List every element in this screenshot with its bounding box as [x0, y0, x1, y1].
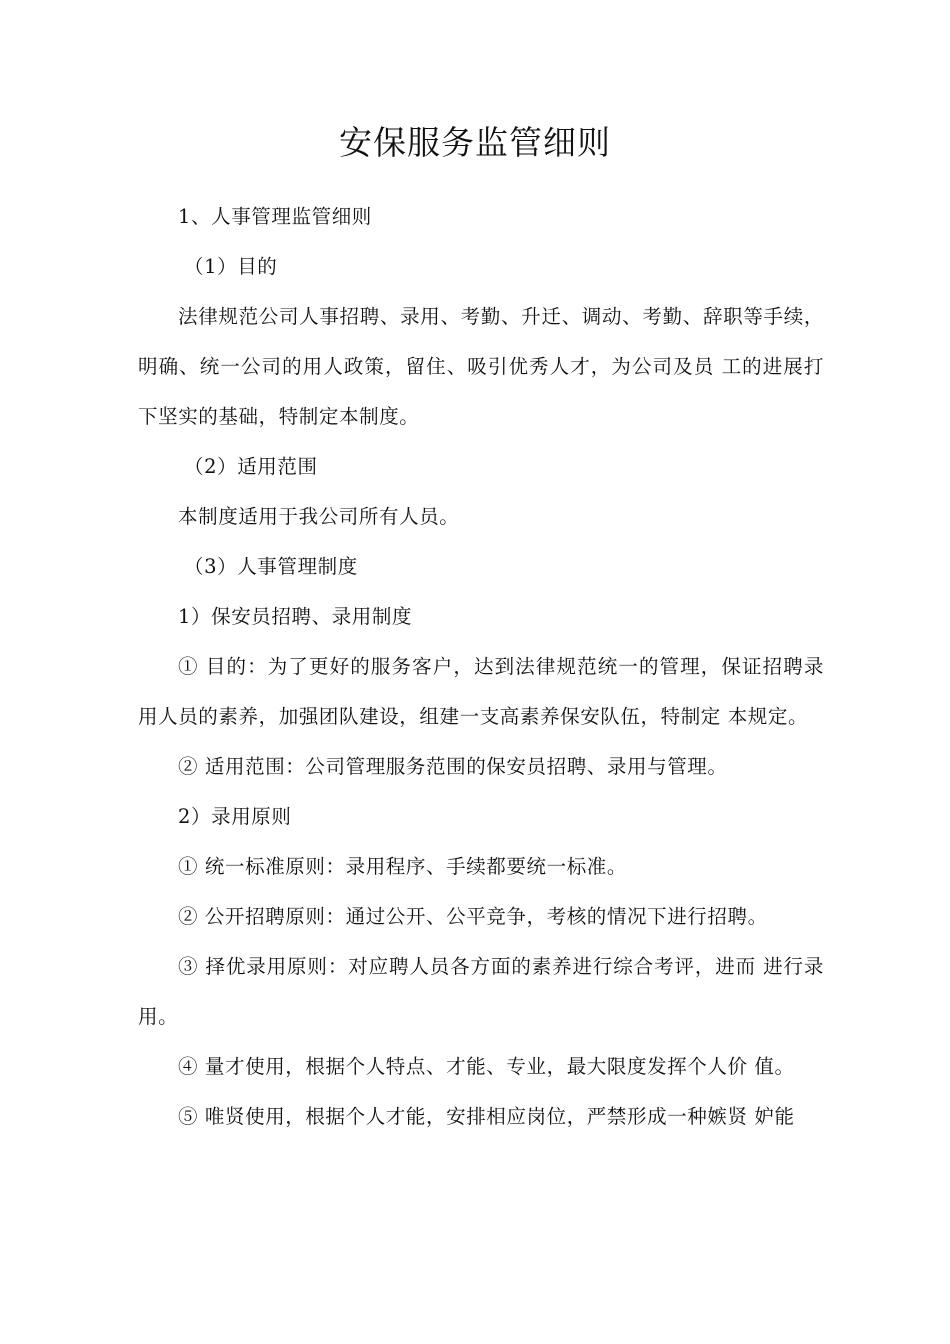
list-item: ② 适用范围：公司管理服务范围的保安员招聘、录用与管理。 — [178, 755, 728, 778]
subsection-heading: （3）人事管理制度 — [184, 555, 358, 578]
list-item: ⑤ 唯贤使用，根据个人才能，安排相应岗位，严禁形成一种嫉贤 妒能 — [178, 1105, 795, 1128]
subsection-heading: （1）目的 — [184, 255, 278, 278]
subsection-heading: （2）适用范围 — [184, 455, 318, 478]
section-heading: 1、人事管理监管细则 — [178, 205, 372, 228]
item-heading: 1）保安员招聘、录用制度 — [178, 605, 413, 628]
body-paragraph: 本制度适用于我公司所有人员。 — [178, 505, 460, 528]
list-item: ① 目的：为了更好的服务客户，达到法律规范统一的管理，保证招聘录用人员的素养，加强团队建设，组建一支高素养保安队伍，特制定 本规定。 — [138, 655, 824, 728]
item-heading: 2）录用原则 — [178, 805, 292, 828]
document-body — [138, 192, 824, 1142]
list-item: ② 公开招聘原则：通过公开、公平竞争，考核的情况下进行招聘。 — [178, 905, 768, 928]
body-paragraph: 法律规范公司人事招聘、录用、考勤、升迁、调动、考勤、辞职等手续，明确、统一公司的用人政策，留住、吸引优秀人才，为公司及员 工的进展打下坚实的基础，特制定本制度。 — [138, 305, 824, 428]
document-title: 安保服务监管细则 — [339, 123, 611, 162]
list-item: ④ 量才使用，根据个人特点、才能、专业，最大限度发挥个人价 值。 — [178, 1055, 795, 1078]
list-item: ③ 择优录用原则：对应聘人员各方面的素养进行综合考评，进而 进行录用。 — [138, 955, 824, 1028]
list-item: ① 统一标准原则：录用程序、手续都要统一标准。 — [178, 855, 627, 878]
